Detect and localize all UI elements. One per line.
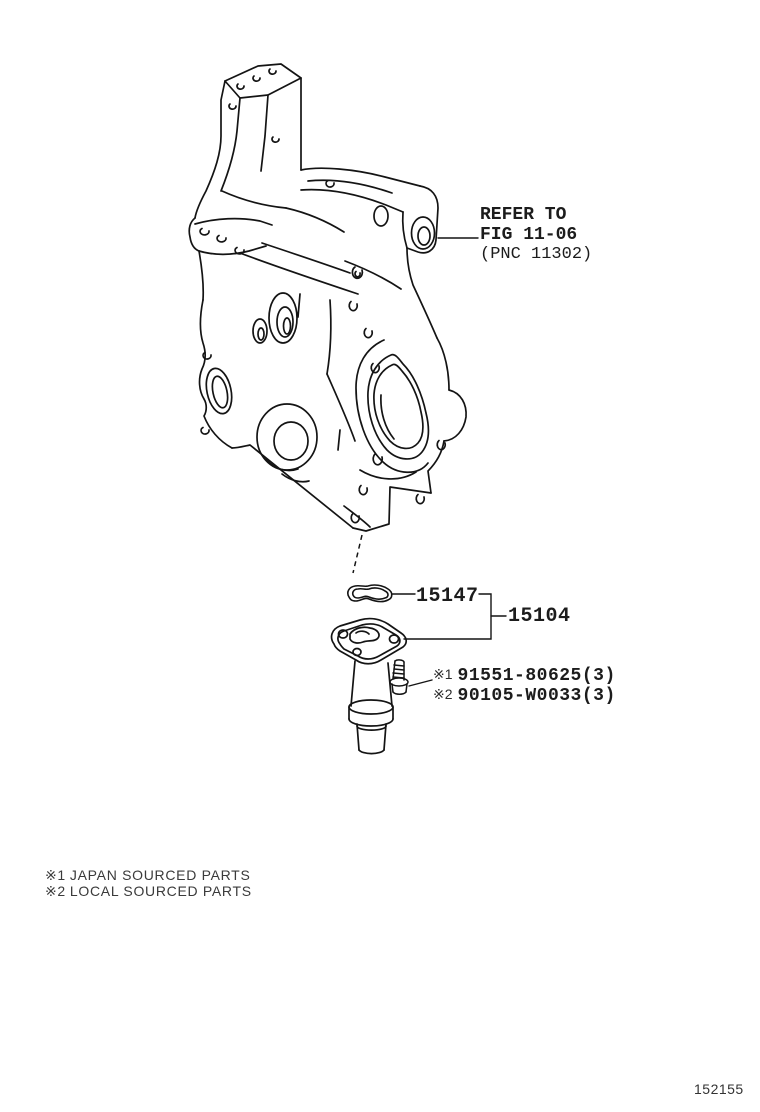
refer-note bbox=[480, 205, 592, 265]
callout-leader-lines bbox=[392, 238, 506, 686]
footnote-japan-marker: ※1 bbox=[45, 867, 66, 883]
footnote-japan bbox=[45, 868, 252, 884]
dashed-leader-line bbox=[353, 535, 362, 573]
callout-bolt-alt-2 bbox=[433, 686, 616, 706]
bolt-alt-2-marker: ※2 bbox=[433, 686, 453, 702]
figure-number: 152155 bbox=[694, 1081, 744, 1097]
bolt-alt-1-marker: ※1 bbox=[433, 666, 453, 682]
bolt-drawing bbox=[390, 660, 408, 694]
callout-bolt-alt-1 bbox=[433, 666, 616, 686]
callout-part-15104: 15104 bbox=[508, 605, 571, 628]
refer-note-line2: FIG 11-06 bbox=[480, 225, 578, 245]
engine-cover-drawing bbox=[189, 64, 466, 531]
gasket-drawing bbox=[348, 585, 392, 602]
bolt-alt-1-part-number: 91551-80625(3) bbox=[457, 666, 616, 686]
bolt-alt-2-part-number: 90105-W0033(3) bbox=[457, 686, 616, 706]
footnotes bbox=[45, 868, 252, 899]
callout-part-15147: 15147 bbox=[416, 585, 479, 608]
footnote-local-text: LOCAL SOURCED PARTS bbox=[69, 882, 252, 899]
refer-note-pnc: (PNC 11302) bbox=[480, 245, 593, 264]
footnote-local bbox=[45, 884, 252, 900]
refer-note-line1: REFER TO bbox=[480, 205, 567, 225]
footnote-japan-text: JAPAN SOURCED PARTS bbox=[69, 867, 251, 883]
footnote-local-marker: ※2 bbox=[45, 882, 66, 899]
